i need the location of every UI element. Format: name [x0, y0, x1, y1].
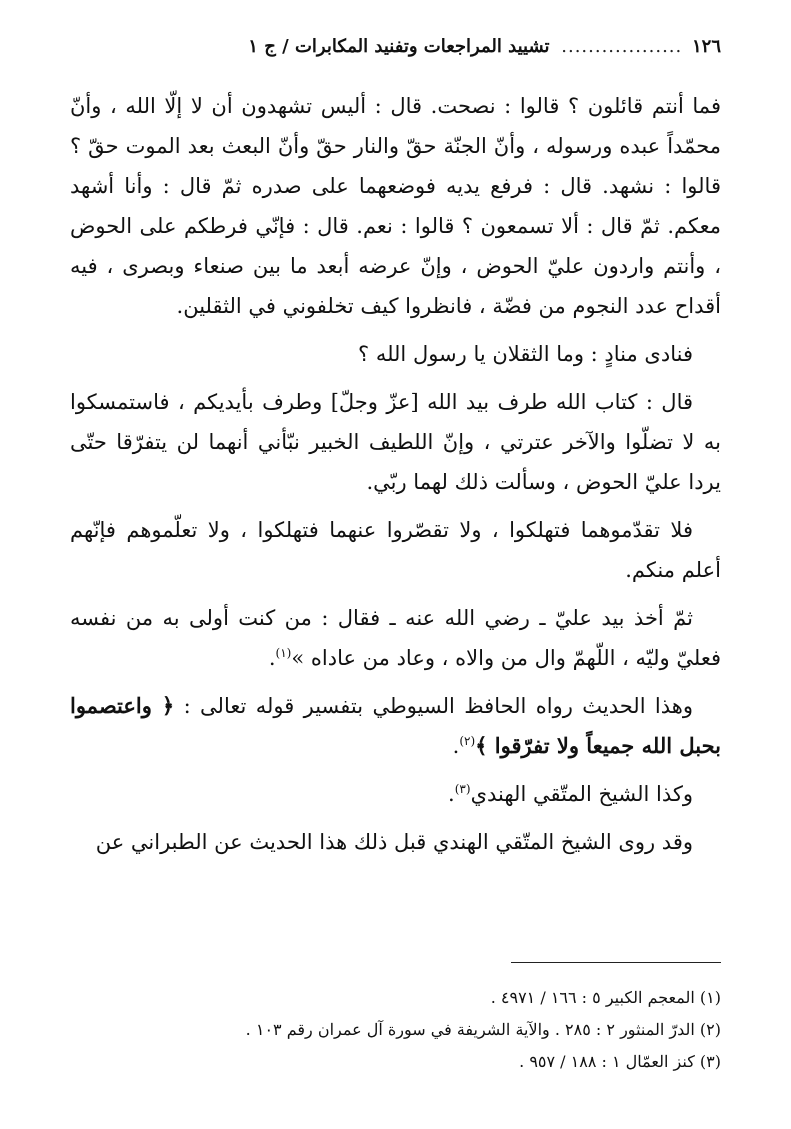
paragraph-2: فنادى منادٍ : وما الثقلان يا رسول الله ؟	[358, 342, 693, 366]
quran-verse: ﴿ واعتصموا بحبل الله جميعاً ولا تفرّقوا ﴾	[70, 693, 721, 758]
paragraph-5-text: ثمّ أخذ بيد عليّ ـ رضي الله عنه ـ فقال : من كنت أولى به من نفسه فعليّ وليّه ، اللّهمّ وال من والاه ، وعاد من عاداه »	[70, 606, 721, 670]
page-header	[70, 30, 721, 64]
paragraph-6-end: .	[452, 734, 460, 758]
header-leader-dots: ..................	[561, 36, 683, 57]
page-number: ١٢٦	[691, 36, 721, 57]
paragraph-6-text: وهذا الحديث رواه الحافظ السيوطي بتفسير قوله تعالى :	[183, 694, 693, 718]
footnote-divider	[511, 962, 721, 963]
paragraph-8: وقد روى الشيخ المتّقي الهندي قبل ذلك هذا الحديث عن الطبراني عن	[95, 830, 693, 854]
footnote-ref-3: (٣)	[454, 782, 471, 796]
paragraph-3: قال : كتاب الله طرف بيد الله [عزّ وجلّ] وطرف بأيديكم ، فاستمسكوا به لا تضلّوا والآخر عترتي ، وإنّ اللطيف الخبير نبّأني أنهما لن يتفرّقا حتّى يردا عليّ الحوض ، وسألت ذلك لهما ربّي.	[70, 390, 721, 494]
footnote-ref-2: (٢)	[459, 734, 476, 748]
body-text	[70, 86, 721, 870]
paragraph-4: فلا تقدّموهما فتهلكوا ، ولا تقصّروا عنهما فتهلكوا ، ولا تعلّموهم فإنّهم أعلم منكم.	[70, 518, 721, 582]
footnote-ref-1: (١)	[275, 646, 292, 660]
footnote-3: (٣) كنز العمّال ١ : ١٨٨ / ٩٥٧ .	[519, 1052, 721, 1071]
paragraph-5	[70, 598, 721, 678]
paragraph-7-text: وكذا الشيخ المتّقي الهندي	[470, 782, 693, 806]
footnotes	[70, 982, 721, 1078]
footnote-1: (١) المعجم الكبير ٥ : ١٦٦ / ٤٩٧١ .	[490, 988, 721, 1007]
paragraph-6	[70, 686, 721, 766]
footnote-2: (٢) الدرّ المنثور ٢ : ٢٨٥ . والآية الشريفة في سورة آل عمران رقم ١٠٣ .	[245, 1020, 721, 1039]
paragraph-1: فما أنتم قائلون ؟ قالوا : نصحت. قال : أليس تشهدون أن لا إلّا الله ، وأنّ محمّداً عبده ورسوله ، وأنّ الجنّة حقّ والنار حقّ وأنّ البعث بعد الموت حقّ ؟ قالوا : نشهد. قال : فرفع يديه فوضعهما على صدره ثمّ قال : وأنا أشهد معكم. ثمّ قال : ألا تسمعون ؟ قالوا : نعم. قال : فإنّي فرطكم على الحوض ، وأنتم واردون عليّ الحوض ، وإنّ عرضه أبعد ما بين صنعاء وبصرى ، فيه أقداح عدد النجوم من فضّة ، فانظروا كيف تخلفوني في الثقلين.	[70, 94, 721, 318]
paragraph-7	[70, 774, 721, 814]
paragraph-7-end: .	[448, 782, 455, 806]
running-title: تشييد المراجعات وتفنيد المكابرات / ج ١	[248, 36, 550, 57]
paragraph-5-end: .	[268, 646, 276, 670]
